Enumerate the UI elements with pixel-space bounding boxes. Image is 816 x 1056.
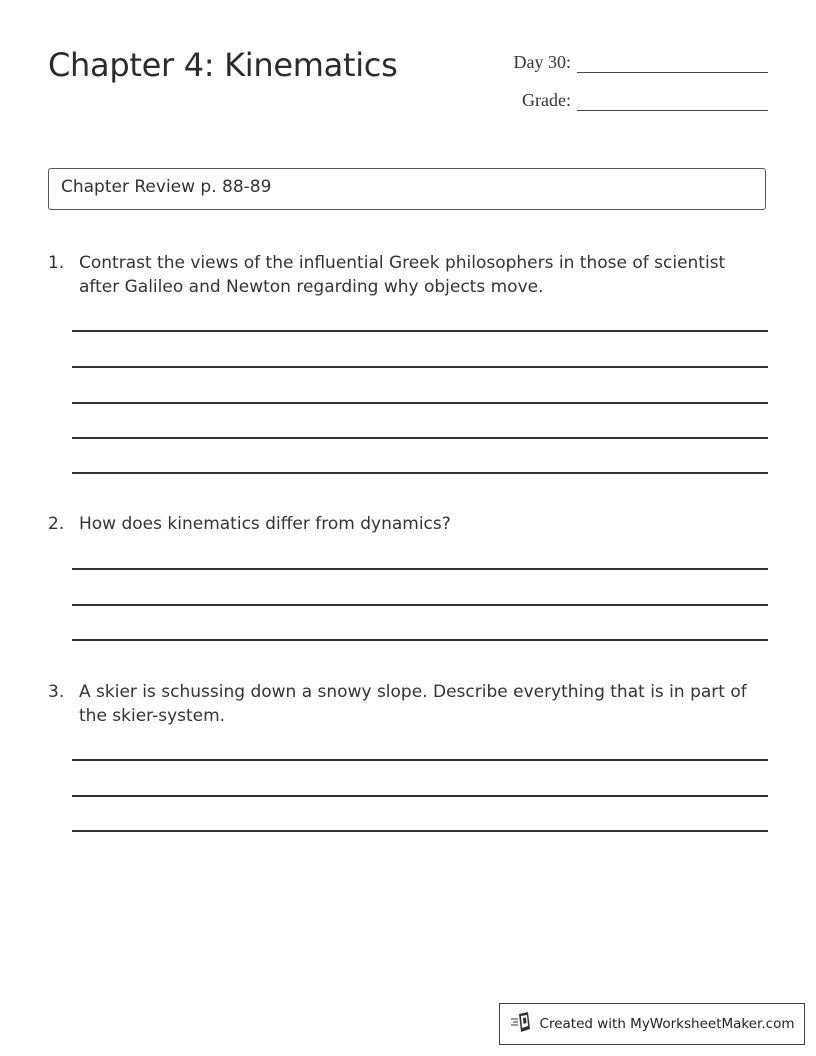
chapter-review-box: [48, 168, 766, 210]
footer-text: Created with MyWorksheetMaker.com: [539, 1016, 795, 1032]
answer-line[interactable]: [72, 759, 768, 761]
day-field: [514, 52, 769, 73]
question-number: 1.: [48, 253, 65, 273]
grade-label: Grade:: [522, 90, 571, 110]
answer-line[interactable]: [72, 568, 768, 570]
book-logo-icon: [510, 1011, 540, 1037]
grade-blank-line[interactable]: [577, 94, 768, 111]
answer-line[interactable]: [72, 639, 768, 641]
answer-line[interactable]: [72, 472, 768, 474]
grade-field: [522, 90, 768, 111]
question-number: 3.: [48, 682, 65, 702]
answer-line[interactable]: [72, 604, 768, 606]
page-title: Chapter 4: Kinematics: [48, 46, 398, 84]
footer-credit[interactable]: [499, 1003, 805, 1045]
answer-line[interactable]: [72, 366, 768, 368]
answer-line[interactable]: [72, 330, 768, 332]
question-text: Contrast the views of the influential Greek philosophers in those of scientist after Galileo and Newton regarding why objects move.: [79, 253, 726, 297]
question-text: A skier is schussing down a snowy slope. Describe everything that is in part of the skier-system.: [79, 682, 747, 726]
question-number: 2.: [48, 514, 65, 534]
question-text: How does kinematics differ from dynamics?: [79, 514, 451, 534]
answer-line[interactable]: [72, 437, 768, 439]
question-1: [48, 251, 768, 299]
answer-line[interactable]: [72, 402, 768, 404]
day-blank-line[interactable]: [577, 56, 768, 73]
answer-line[interactable]: [72, 830, 768, 832]
day-label: Day 30:: [513, 52, 571, 72]
question-2: [48, 512, 768, 536]
question-3: [48, 680, 768, 728]
answer-line[interactable]: [72, 795, 768, 797]
chapter-review-label: Chapter Review p. 88-89: [61, 177, 272, 197]
